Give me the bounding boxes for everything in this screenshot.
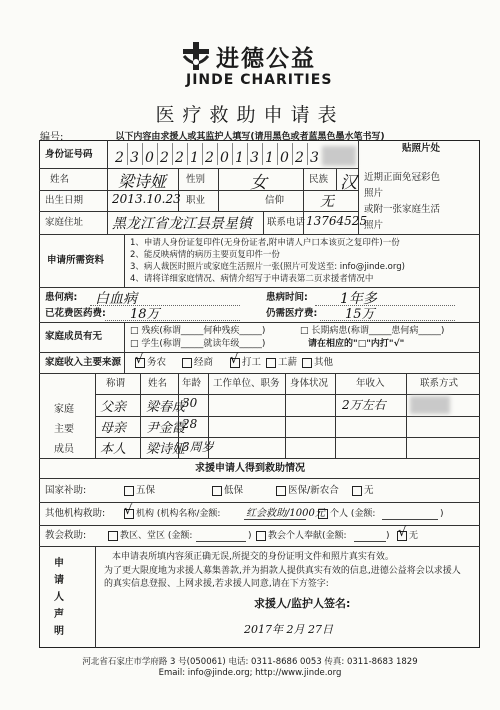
id-digit: 3 [250, 150, 259, 166]
disease-label: 患何病: [45, 292, 78, 303]
footer-address: 河北省石家庄市学府路 3 号(050061) 电话: 0311-8686 0053 传真: 0311-8683 1829 [82, 657, 418, 667]
church-aid-personal-label: 教会个人奉献(金额: [268, 531, 347, 541]
member-age: 28 [182, 417, 198, 431]
fill-notice: 以下内容由求援人或其监护人填写(请用黑色或者蓝黑色墨水笔书写) [115, 132, 385, 142]
disease-value: 白血病 [95, 291, 137, 307]
income-source-label: 家庭收入主要来源 [45, 357, 122, 368]
declaration-line-3: 的真实信息登报、上网求援,若求援人同意,请在下方签字: [104, 579, 329, 589]
church-aid-personal-close-paren: ) [386, 531, 390, 541]
other-aid-person-checkbox[interactable] [318, 509, 328, 519]
id-digit: 2 [175, 150, 184, 166]
member-relation: 父亲 [100, 400, 127, 415]
member-age: 30 [182, 396, 198, 410]
religion-label: 信仰 [265, 195, 285, 206]
religion-value: 无 [320, 194, 334, 210]
state-aid-wubao-checkbox[interactable] [124, 486, 134, 496]
photo-label: 贴照片处 [402, 143, 441, 154]
col-work: 工作单位、职务 [213, 378, 280, 389]
member-name: 尹金霞 [146, 421, 186, 436]
income-farming-check: √ [135, 352, 144, 367]
spent-value: 18万 [130, 307, 160, 322]
id-digit: 3 [130, 150, 139, 166]
spent-label: 已花费医药费: [45, 308, 106, 319]
income-business-label: 经商 [194, 357, 214, 368]
declaration-line-1: 本申请表所填内容须正确无误,所提交的身份证明文件和照片真实有效。 [112, 552, 394, 562]
id-digit: 2 [205, 150, 214, 166]
member-name: 梁诗娅 [146, 442, 186, 457]
estimated-value: 15万 [345, 307, 375, 322]
state-aid-none-label: 无 [364, 485, 374, 496]
col-health: 身体状况 [290, 378, 329, 389]
other-aid-amount-value: 红会救助/1000元 [246, 508, 325, 519]
estimated-label: 仍需医疗费: [266, 308, 318, 319]
name-label: 姓名 [50, 174, 70, 185]
form-title: 医疗救助申请表 [155, 104, 345, 126]
jinde-logo-icon [180, 40, 212, 72]
state-aid-dibao-checkbox[interactable] [212, 486, 222, 496]
disabled-label: 家庭成员有无 [45, 331, 103, 342]
id-digit: 1 [190, 150, 199, 166]
church-aid-none-check: √ [398, 525, 407, 540]
id-digit: 0 [145, 150, 154, 166]
family-members-label: 家庭 主要 成员 [54, 404, 74, 455]
church-aid-label: 教会救助: [45, 530, 87, 541]
number-label: 编号: [40, 132, 64, 143]
gender-label: 性别 [186, 174, 206, 185]
doc-item-2: 2、能反映病情的病历主要页复印件一份 [130, 250, 280, 260]
occupation-label: 职业 [186, 195, 206, 206]
id-digit: 2 [115, 150, 124, 166]
state-aid-wubao-label: 五保 [136, 485, 156, 496]
other-aid-org-check: √ [124, 503, 133, 518]
id-digit: 0 [220, 150, 229, 166]
other-aid-close-paren: ) [440, 509, 444, 519]
declaration-label: 申请人声明 [54, 558, 64, 637]
ethnicity-label: 民族 [309, 174, 329, 185]
redacted-id-tail [322, 146, 356, 166]
address-label: 家庭住址 [45, 217, 84, 228]
disabled-option-2: □ 长期病患(称谓_____患何病_____) [300, 326, 445, 336]
church-aid-parish-label: 教区、堂区 (金额: [120, 531, 193, 541]
col-relation: 称谓 [106, 378, 126, 389]
state-aid-none-checkbox[interactable] [352, 486, 362, 496]
declaration-line-2: 为了更大限度地为求援人募集善款,并为捐款人提供真实有效的信息,进德公益将会以求援人 [104, 566, 461, 576]
id-digit: 0 [280, 150, 289, 166]
income-business-checkbox[interactable] [182, 358, 192, 368]
state-aid-insurance-label: 医保/新农合 [288, 485, 339, 496]
disabled-option-3: □ 学生(称谓_____就读年级_____) [130, 339, 266, 349]
id-digit: 1 [265, 150, 274, 166]
col-name: 姓名 [148, 378, 168, 389]
address-value: 黑龙江省龙江县景星镇 [112, 216, 252, 232]
doc-item-3: 3、病人裁医时照片或家庭生活照片一张(照片可发送至: info@jinde.org) [130, 262, 405, 272]
id-digit: 1 [235, 150, 244, 166]
church-aid-personal-checkbox[interactable] [256, 531, 266, 541]
member-age: 3周岁 [182, 440, 214, 454]
id-digit: 2 [160, 150, 169, 166]
income-salary-checkbox[interactable] [266, 358, 276, 368]
id-number-label: 身份证号码 [45, 149, 93, 160]
required-docs-label: 申请所需资料 [47, 255, 105, 266]
income-labor-label: 打工 [242, 357, 262, 368]
ethnicity-value: 汉 [340, 173, 357, 193]
phone-label: 联系电话 [267, 217, 306, 228]
disease-duration-value: 1年多 [340, 291, 377, 307]
col-age: 年龄 [182, 378, 202, 389]
disabled-option-1: □ 残疾(称谓_____何种残疾_____) [130, 326, 266, 336]
other-aid-label: 其他机构救助: [45, 508, 106, 519]
aid-section-title: 求援申请人得到救助情况 [195, 463, 305, 474]
id-digit: 2 [295, 150, 304, 166]
id-digit: 3 [310, 150, 319, 166]
col-contact: 联系方式 [420, 378, 459, 389]
signature-label: 求援人/监护人签名: [254, 597, 351, 610]
sign-date-value: 2017年 2月 27日 [244, 623, 333, 636]
income-other-checkbox[interactable] [302, 358, 312, 368]
other-aid-org-label: 机构 (机构名称/金额: [136, 509, 221, 519]
member-relation: 本人 [100, 442, 127, 457]
logo-chinese-text: 进德公益 [216, 46, 316, 72]
applicant-name-value: 梁诗娅 [118, 172, 167, 191]
member-relation: 母亲 [100, 421, 127, 436]
other-aid-person-label: 个人 (金额: [330, 509, 376, 519]
church-aid-parish-close-paren: ) [248, 531, 252, 541]
check-instruction: 请在相应的"□"内打"√" [308, 339, 405, 349]
redacted-contact [410, 396, 450, 414]
disease-duration-label: 患病时间: [266, 292, 308, 303]
state-aid-label: 国家补助: [45, 485, 87, 496]
logo-english-text: JINDE CHARITIES [186, 72, 333, 88]
footer-contact: Email: info@jinde.org; http://www.jinde.org [158, 668, 342, 678]
doc-item-1: 1、申请人身份证复印件(无身份证者,附申请人户口本该页之复印件)一份 [130, 238, 400, 248]
church-aid-none-label: 无 [409, 531, 419, 541]
church-aid-parish-checkbox[interactable] [108, 531, 118, 541]
photo-instructions: 近期正面免冠彩色 照片 或附一张家庭生活 照片 [364, 172, 441, 231]
phone-value: 13764525 [306, 214, 368, 228]
gender-value: 女 [250, 173, 267, 193]
col-income: 年收入 [356, 378, 385, 389]
birth-date-label: 出生日期 [45, 195, 84, 206]
income-other-label: 其他 [314, 357, 334, 368]
member-income: 2万左右 [342, 398, 386, 412]
income-salary-label: 工薪 [278, 357, 298, 368]
income-farming-label: 务农 [147, 357, 167, 368]
income-labor-check: √ [230, 352, 239, 367]
doc-item-4: 4、请将详细家庭情况、病情介绍写于申请表第二页求援者情况中 [130, 274, 374, 284]
birth-date-value: 2013.10.23 [112, 192, 181, 206]
member-name: 梁春成 [146, 400, 186, 415]
state-aid-dibao-label: 低保 [224, 485, 244, 496]
state-aid-insurance-checkbox[interactable] [276, 486, 286, 496]
